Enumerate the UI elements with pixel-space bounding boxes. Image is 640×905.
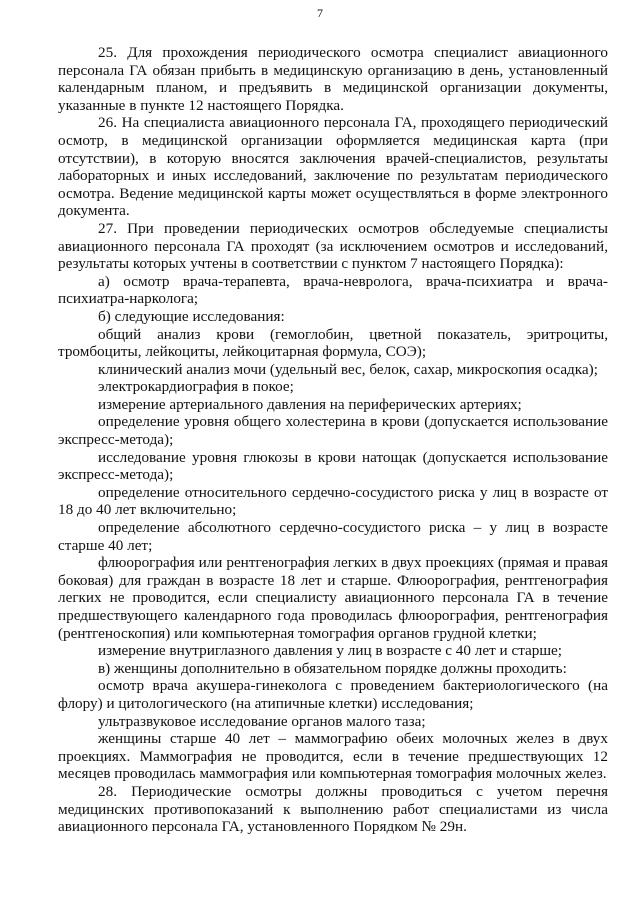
list-item-a: а) осмотр врача-терапевта, врача-невролога, врача-психиатра и врача-психиатра-нарколога; bbox=[58, 272, 608, 308]
list-item-v: в) женщины дополнительно в обязательном порядке должны проходить: bbox=[98, 659, 567, 677]
exam-item-intraocular-pressure: измерение внутриглазного давления у лиц в возрасте с 40 лет и старше; bbox=[98, 642, 563, 660]
exam-item-ultrasound: ультразвуковое исследование органов малого таза; bbox=[98, 712, 426, 730]
exam-item-blood-test: общий анализ крови (гемоглобин, цветной показатель, эритроциты, тромбоциты, лейкоциты, лейкоцитарная формула, СОЭ); bbox=[58, 325, 608, 361]
exam-item-glucose: исследование уровня глюкозы в крови натощак (допускается использование экспресс-метода); bbox=[58, 448, 608, 484]
exam-item-cholesterol: определение уровня общего холестерина в крови (допускается использование экспресс-метода); bbox=[58, 413, 608, 449]
exam-item-blood-pressure: измерение артериального давления на периферических артериях; bbox=[98, 395, 522, 413]
exam-item-ecg: электрокардиография в покое; bbox=[98, 378, 294, 396]
exam-item-relative-cv-risk: определение относительного сердечно-сосудистого риска у лиц в возрасте от 18 до 40 лет включительно; bbox=[58, 483, 608, 519]
exam-item-fluorography: флюорография или рентгенография легких в двух проекциях (прямая и правая боковая) для граждан в возрасте 18 лет и старше. Флюорография, рентгенография легких не проводится, если специалисту авиационного персонала ГА в течение предшествующего календарного года проводилась флюорография, рентгенография (рентгеноскопия) или компьютерная томография органов грудной клетки; bbox=[58, 554, 608, 642]
exam-item-mammography: женщины старше 40 лет – маммографию обеих молочных желез в двух проекциях. Маммография не проводится, если в течение предшествующих 12 месяцев проводилась маммография или компьютерная томография молочных желез. bbox=[58, 730, 608, 783]
document-body bbox=[58, 44, 608, 836]
paragraph-28: 28. Периодические осмотры должны проводиться с учетом перечня медицинских противопоказаний к выполнению работ специалистами из числа авиационного персонала ГА, установленного Порядком № 29н. bbox=[58, 782, 608, 836]
page-number: 7 bbox=[317, 6, 323, 20]
paragraph-27: 27. При проведении периодических осмотров обследуемые специалисты авиационного персонала ГА проходят (за исключением осмотров и исследований, результаты которых учтены в соответствии с пунктом 7 настоящего Порядка): bbox=[58, 219, 608, 273]
exam-item-absolute-cv-risk: определение абсолютного сердечно-сосудистого риска – у лиц в возрасте старше 40 лет; bbox=[58, 519, 608, 554]
list-item-b: б) следующие исследования: bbox=[98, 307, 285, 325]
paragraph-26: 26. На специалиста авиационного персонала ГА, проходящего периодический осмотр, в медицинской организации оформляется медицинская карта (при отсутствии), в которую вносятся заключения врачей-специалистов, результаты лабораторных и иных исследований, заключение по результатам периодического осмотра. Ведение медицинской карты может осуществляться в форме электронного документа. bbox=[58, 114, 608, 220]
paragraph-25: 25. Для прохождения периодического осмотра специалист авиационного персонала ГА обязан прибыть в медицинскую организацию в день, установленный календарным планом, и предъявить в медицинской организации документы, указанные в пункте 12 настоящего Порядка. bbox=[58, 44, 608, 114]
exam-item-urine-test: клинический анализ мочи (удельный вес, белок, сахар, микроскопия осадка); bbox=[98, 360, 598, 378]
exam-item-gynecologist: осмотр врача акушера-гинеколога с проведением бактериологического (на флору) и цитологического (на атипичные клетки) исследования; bbox=[58, 677, 608, 712]
